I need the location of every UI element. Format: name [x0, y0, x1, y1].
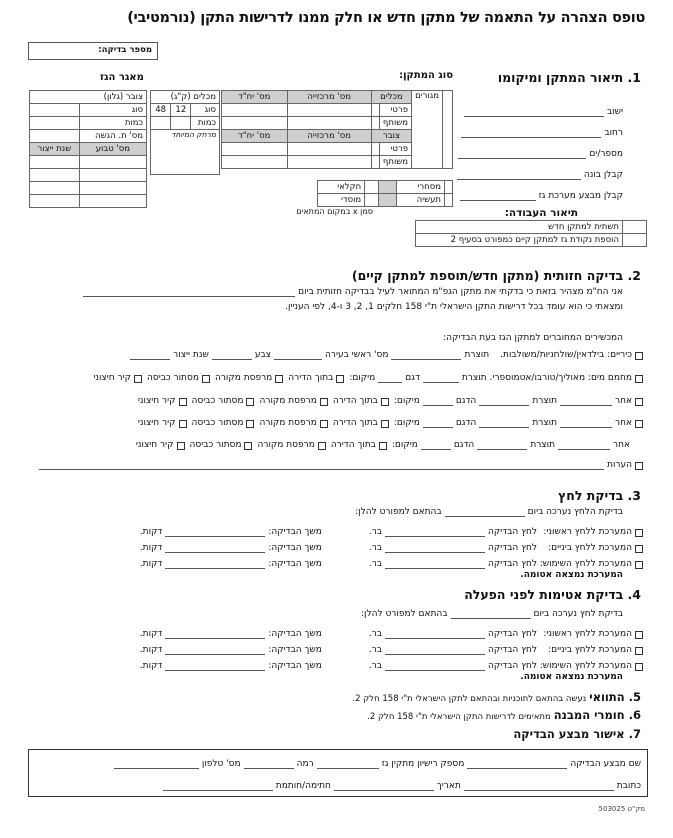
input-line[interactable] — [477, 441, 527, 450]
quantity-label: כמות — [79, 117, 146, 130]
appliance-row-other — [135, 418, 645, 428]
input-line[interactable] — [464, 782, 614, 791]
checkbox[interactable] — [134, 375, 142, 383]
checkbox[interactable] — [635, 545, 643, 553]
input-line[interactable] — [385, 544, 485, 553]
unit-no-header: מס' יח"ד — [222, 91, 288, 104]
minutes-unit: דקות. — [139, 661, 163, 671]
input-line[interactable] — [165, 662, 265, 671]
appliance-label: מחמם מים: מאוליך/טורבו/אטמוספרי. — [489, 373, 632, 383]
notes-input-line[interactable] — [39, 461, 604, 470]
work-description-table — [415, 220, 647, 247]
date-input-line[interactable] — [83, 288, 295, 297]
unit-no-header: מס' יח"ד — [222, 130, 288, 143]
input-cell[interactable] — [79, 195, 146, 208]
input-line[interactable] — [165, 630, 265, 639]
field-label: קבלן בונה — [583, 170, 623, 180]
input-line[interactable] — [479, 419, 529, 428]
minutes-unit: דקות. — [139, 645, 163, 655]
cylinders-table — [150, 90, 220, 175]
intro-label: בהתאם למפורט להלן: — [355, 507, 442, 517]
industry-label: תעשיה — [397, 194, 445, 207]
duration-label: משך הבדיקה: — [268, 661, 322, 671]
input-line[interactable] — [165, 646, 265, 655]
level-label: רמה — [296, 759, 314, 769]
type-value[interactable]: 48 — [151, 104, 171, 117]
input-line[interactable] — [163, 782, 273, 791]
section5 — [349, 690, 641, 704]
section6-heading: 6. חומרי המבנה — [553, 708, 641, 722]
input-line[interactable] — [212, 351, 252, 360]
checkbox[interactable] — [318, 442, 326, 450]
checkbox-cell[interactable] — [371, 104, 379, 117]
input-line[interactable] — [385, 560, 485, 569]
institutional-label: מוסדי — [318, 194, 365, 207]
checkbox[interactable] — [320, 420, 328, 428]
checkbox[interactable] — [246, 420, 254, 428]
appliance-label: אחר — [615, 396, 632, 406]
residential-label: מגורים — [412, 91, 443, 169]
pressure-label: לחץ הבדיקה — [488, 629, 537, 639]
license-label: מספק רישיון מתקין גז — [381, 759, 465, 769]
agricultural-label: חקלאי — [318, 181, 365, 194]
notes-label: הערות — [607, 460, 632, 470]
input-line[interactable] — [378, 374, 402, 383]
inspector-row-2 — [160, 781, 641, 791]
checkbox-cell[interactable] — [365, 194, 379, 207]
field-street[interactable] — [423, 117, 623, 138]
intro-label: בדיקת לחץ נערכה ביום — [533, 609, 623, 619]
work-row — [416, 221, 647, 234]
location-option: בתוך הדירה — [288, 373, 334, 383]
input-line[interactable] — [467, 760, 567, 769]
checkbox-cell[interactable] — [365, 181, 379, 194]
date-label: תאריך — [436, 781, 461, 791]
duration-label: משך הבדיקה: — [268, 629, 322, 639]
duration-label: משך הבדיקה: — [268, 645, 322, 655]
input-line[interactable] — [461, 129, 601, 138]
input-cell[interactable] — [287, 104, 371, 117]
location-option: בתוך הדירה — [330, 440, 376, 450]
duration-label: משך הבדיקה: — [268, 543, 322, 553]
duration-label: משך הבדיקה: — [268, 559, 322, 569]
checkbox[interactable] — [635, 647, 643, 655]
year-header: שנת ייצור — [30, 143, 80, 156]
checkbox[interactable] — [179, 398, 187, 406]
input-line[interactable] — [244, 760, 294, 769]
input-line[interactable] — [421, 441, 451, 450]
input-line[interactable] — [457, 171, 581, 180]
input-cell[interactable] — [171, 117, 191, 130]
input-cell[interactable] — [30, 117, 80, 130]
bar-unit: בר. — [368, 661, 382, 671]
section6-text: מתאימים לדרישות התקן הישראלי ת"י 158 חלק 2. — [367, 712, 551, 722]
gas-source-heading: מאגר הגז — [100, 72, 144, 83]
bar-unit: בר. — [368, 527, 382, 537]
pressure-label: לחץ הבדיקה — [488, 645, 537, 655]
location-label: מיקום: — [391, 440, 418, 450]
input-cell[interactable] — [287, 143, 371, 156]
checkbox[interactable] — [246, 398, 254, 406]
section1-fields — [423, 96, 623, 201]
input-line[interactable] — [165, 544, 265, 553]
submission-label: מס' ת. הגשה — [79, 130, 146, 143]
checkbox[interactable] — [635, 462, 643, 470]
declaration-line-2: ומצאתי כי הוא עומד בכל דרישות התקן הישראלי ת"י 158 חלקים 1, 2, 3 ו-4, לפי העניין. — [285, 302, 623, 312]
model-label: הדגם — [455, 396, 477, 406]
row-label: המערכת ללחץ השימוש: — [539, 559, 632, 569]
bar-unit: בר. — [368, 645, 382, 655]
pressure-row — [30, 521, 645, 537]
section4-result: המערכת נמצאה אטומה. — [520, 672, 623, 682]
type-label: סוג — [79, 104, 146, 117]
location-label: מיקום: — [393, 396, 420, 406]
location-option: מסתור כביסה — [191, 396, 244, 406]
work-row-label: הוספת נקודת גז למתקן קיים כמפורט בסעיף 2 — [416, 234, 623, 247]
private-label: פרטי — [379, 104, 411, 117]
input-line[interactable] — [560, 397, 612, 406]
work-row-label: תשתית למתקן חדש — [416, 221, 623, 234]
mark-x-note: סמן x במקום המתאים — [296, 207, 373, 216]
tank-table — [29, 90, 147, 208]
checkbox-cell[interactable] — [445, 181, 453, 194]
shaded-cell — [379, 194, 397, 207]
appliances-heading: המכשירים המחוברים למתקן הגז בעת הבדיקה: — [443, 333, 623, 343]
section5-heading: 5. התוואי — [589, 690, 641, 704]
appliance-row-cooktop — [127, 350, 645, 360]
field-builder[interactable] — [423, 159, 623, 180]
row-label: המערכת ללחץ ביניים: — [548, 645, 632, 655]
cylinders-header: מכלים — [371, 91, 411, 104]
section3-rows — [30, 521, 645, 569]
pressure-label: לחץ הבדיקה — [488, 527, 537, 537]
date-input-line[interactable] — [445, 508, 525, 517]
appliance-row-other — [133, 440, 645, 450]
appliance-row-water-heater — [90, 373, 645, 383]
pressure-label: לחץ הבדיקה — [488, 661, 537, 671]
minutes-unit: דקות. — [139, 543, 163, 553]
input-line[interactable] — [334, 782, 434, 791]
pressure-row — [30, 623, 645, 639]
location-option: מסתור כביסה — [189, 440, 242, 450]
input-line[interactable] — [458, 150, 586, 159]
input-cell[interactable] — [79, 156, 146, 169]
input-line[interactable] — [464, 108, 604, 117]
shared-label: משותף — [379, 117, 411, 130]
input-cell[interactable] — [151, 117, 171, 130]
maker-label: תוצרת — [461, 373, 487, 383]
minutes-unit: דקות. — [139, 629, 163, 639]
location-option: מרפסת מקורה — [259, 396, 317, 406]
commercial-label: מסחרי — [397, 181, 445, 194]
checkbox[interactable] — [202, 375, 210, 383]
declaration-text: אני הח"מ מצהיר בזאת כי בדקתי את מתקן הגפ"מ המתואר לעיל בבדיקה חזותית ביום — [298, 287, 623, 297]
checkbox-cell[interactable] — [371, 117, 379, 130]
input-cell[interactable] — [30, 156, 80, 169]
checkbox[interactable] — [635, 375, 643, 383]
input-cell[interactable] — [30, 104, 80, 117]
checkbox[interactable] — [379, 442, 387, 450]
field-settlement[interactable] — [423, 96, 623, 117]
appliance-label: אחר — [615, 418, 632, 428]
input-line[interactable] — [558, 441, 610, 450]
location-label: מיקום: — [349, 373, 376, 383]
duration-label: משך הבדיקה: — [268, 527, 322, 537]
type-value[interactable]: 12 — [171, 104, 191, 117]
tank-header: צובר — [371, 130, 411, 143]
checkbox[interactable] — [381, 398, 389, 406]
field-gas-contractor[interactable] — [423, 180, 623, 201]
location-option: קיר חיצוני — [137, 396, 176, 406]
pressure-label: לחץ הבדיקה — [488, 543, 537, 553]
field-numbers[interactable] — [423, 138, 623, 159]
ring-no-header: מס' טבוע — [79, 143, 146, 156]
field-label: רחוב — [604, 128, 623, 138]
work-description-heading: תיאור העבודה: — [504, 207, 578, 219]
input-cell[interactable] — [79, 182, 146, 195]
usage-type-table — [317, 180, 453, 207]
checkbox-cell[interactable] — [445, 194, 453, 207]
input-cell[interactable] — [287, 117, 371, 130]
input-cell[interactable] — [287, 156, 371, 169]
model-label: דגם — [405, 373, 420, 383]
checkbox-cell[interactable] — [623, 234, 647, 247]
input-cell[interactable] — [222, 156, 288, 169]
field-label: ישוב — [606, 107, 623, 117]
checkbox[interactable] — [635, 631, 643, 639]
appliance-row-other — [135, 396, 645, 406]
checkbox[interactable] — [381, 420, 389, 428]
maker-label: תוצרת — [532, 396, 558, 406]
section4-heading: 4. בדיקת אטימות לפני הפעלה — [464, 587, 641, 602]
quantity-label: כמות — [191, 117, 220, 130]
input-line[interactable] — [460, 192, 536, 201]
shared-label: משותף — [379, 156, 411, 169]
checkbox[interactable] — [177, 442, 185, 450]
row-label: המערכת ללחץ ביניים: — [548, 543, 632, 553]
location-option: מרפסת מקורה — [259, 418, 317, 428]
minutes-unit: דקות. — [139, 559, 163, 569]
location-option: מרפסת מקורה — [214, 373, 273, 383]
year-label: שנת ייצור — [173, 350, 209, 360]
address-label: כתובת — [616, 781, 641, 791]
field-label: מספר/ים — [589, 149, 623, 159]
section3-heading: 3. בדיקת לחץ — [558, 488, 641, 503]
input-line[interactable] — [560, 419, 612, 428]
burners-label: מס' ראשי בעירה — [325, 350, 389, 360]
test-number-field[interactable] — [28, 42, 158, 60]
input-line[interactable] — [423, 397, 453, 406]
section2-heading: 2. בדיקה חזותית (מתקן חדש/תוספת למתקן קיים) — [351, 268, 641, 283]
pressure-label: לחץ הבדיקה — [488, 559, 537, 569]
type-label: סוג — [191, 104, 220, 117]
installation-type-heading: סוג המתקן: — [399, 70, 453, 81]
color-label: צבע — [254, 350, 272, 360]
section3-result: המערכת נמצאה אטומה. — [520, 570, 623, 580]
input-line[interactable] — [423, 419, 453, 428]
checkbox-cell[interactable] — [371, 156, 379, 169]
central-no-header: מס' מרכזייה — [287, 91, 371, 104]
checkbox[interactable] — [635, 420, 643, 428]
location-option: מסתור כביסה — [146, 373, 199, 383]
input-cell[interactable] — [79, 169, 146, 182]
input-line[interactable] — [130, 351, 170, 360]
input-line[interactable] — [385, 528, 485, 537]
section4-intro — [358, 609, 623, 619]
checkbox[interactable] — [320, 398, 328, 406]
inspector-approval-box — [28, 749, 648, 797]
checkbox[interactable] — [635, 663, 643, 671]
residential-checkbox[interactable] — [443, 91, 453, 169]
row-label: המערכת ללחץ ראשוני: — [543, 629, 632, 639]
checkbox[interactable] — [179, 420, 187, 428]
checkbox-cell[interactable] — [623, 221, 647, 234]
row-label: המערכת ללחץ ראשוני: — [543, 527, 632, 537]
pressure-row — [30, 553, 645, 569]
input-cell[interactable] — [222, 143, 288, 156]
bar-unit: בר. — [368, 543, 382, 553]
appliance-label: אחר — [613, 440, 630, 450]
tank-header: צובר (גלון) — [30, 91, 147, 104]
input-cell[interactable] — [222, 104, 288, 117]
input-cell[interactable] — [30, 130, 80, 143]
pressure-row — [30, 655, 645, 671]
input-cell[interactable] — [222, 117, 288, 130]
section4-rows — [30, 623, 645, 671]
appliance-label: כיריים: בילדאין/שולחניות/משולבות. — [500, 350, 632, 360]
cylinders-header: מכלים (ק"ג) — [151, 91, 220, 104]
input-line[interactable] — [317, 760, 379, 769]
maker-label: תוצרת — [532, 418, 558, 428]
input-line[interactable] — [423, 374, 459, 383]
test-number-label: מספר בדיקה: — [98, 45, 152, 55]
input-line[interactable] — [385, 646, 485, 655]
notes-row — [36, 460, 645, 470]
section5-text: נעשה בהתאם לתוכניות ובהתאם לתקן הישראלי ת"י 158 חלק 2. — [352, 694, 587, 704]
checkbox-cell[interactable] — [371, 143, 379, 156]
input-cell[interactable] — [30, 195, 80, 208]
location-option: בתוך הדירה — [332, 396, 378, 406]
private-label: פרטי — [379, 143, 411, 156]
input-line[interactable] — [385, 630, 485, 639]
location-option: קיר חיצוני — [93, 373, 131, 383]
input-line[interactable] — [114, 760, 199, 769]
location-option: בתוך הדירה — [332, 418, 378, 428]
section1-heading: 1. תיאור המתקן ומיקומו — [497, 70, 641, 85]
work-row — [416, 234, 647, 247]
central-no-header: מס' מרכזייה — [287, 130, 371, 143]
section3-intro — [352, 507, 623, 517]
signature-label: חתימה/חותמת — [275, 781, 331, 791]
location-option: קיר חיצוני — [135, 440, 174, 450]
bar-unit: בר. — [368, 629, 382, 639]
input-line[interactable] — [274, 351, 322, 360]
maker-label: תוצרת — [530, 440, 556, 450]
input-cell[interactable] — [30, 169, 80, 182]
inspector-name-label: שם מבצע הבדיקה — [570, 759, 641, 769]
input-line[interactable] — [479, 397, 529, 406]
section6 — [364, 708, 641, 722]
pressure-row — [30, 537, 645, 553]
shaded-cell — [379, 181, 397, 194]
location-option: מסתור כביסה — [191, 418, 244, 428]
location-label: מיקום: — [393, 418, 420, 428]
input-line[interactable] — [385, 662, 485, 671]
section7-heading: 7. אישור מבצע הבדיקה — [513, 727, 641, 741]
footer-code: מק"ט 503025 — [598, 805, 645, 813]
location-option: מרפסת מקורה — [257, 440, 315, 450]
bar-unit: בר. — [368, 559, 382, 569]
distance-label: מרחק המיוחד — [151, 130, 220, 175]
date-input-line[interactable] — [451, 610, 531, 619]
phone-label: מס' טלפון — [201, 759, 241, 769]
checkbox[interactable] — [336, 375, 344, 383]
installation-type-table — [221, 90, 453, 169]
row-label: המערכת ללחץ השימוש: — [539, 661, 632, 671]
input-line[interactable] — [165, 560, 265, 569]
pressure-row — [30, 639, 645, 655]
input-line[interactable] — [391, 351, 461, 360]
location-option: קיר חיצוני — [137, 418, 176, 428]
checkbox[interactable] — [244, 442, 252, 450]
input-cell[interactable] — [30, 182, 80, 195]
checkbox[interactable] — [635, 398, 643, 406]
minutes-unit: דקות. — [139, 527, 163, 537]
maker-label: תוצרת — [464, 350, 490, 360]
inspector-row-1 — [111, 759, 641, 769]
model-label: הדגם — [453, 440, 475, 450]
checkbox[interactable] — [635, 529, 643, 537]
form-title: טופס הצהרה על התאמה של מתקן חדש או חלק ממנו לדרישות התקן (נורמטיבי) — [127, 10, 645, 26]
field-label: קבלן מבצע מערכת גז — [538, 191, 623, 201]
intro-label: בהתאם למפורט להלן: — [361, 609, 448, 619]
model-label: הדגם — [455, 418, 477, 428]
checkbox[interactable] — [275, 375, 283, 383]
declaration-line-1 — [80, 287, 623, 297]
intro-label: בדיקת הלחץ נערכה ביום — [527, 507, 623, 517]
checkbox[interactable] — [635, 561, 643, 569]
checkbox[interactable] — [635, 352, 643, 360]
input-line[interactable] — [165, 528, 265, 537]
